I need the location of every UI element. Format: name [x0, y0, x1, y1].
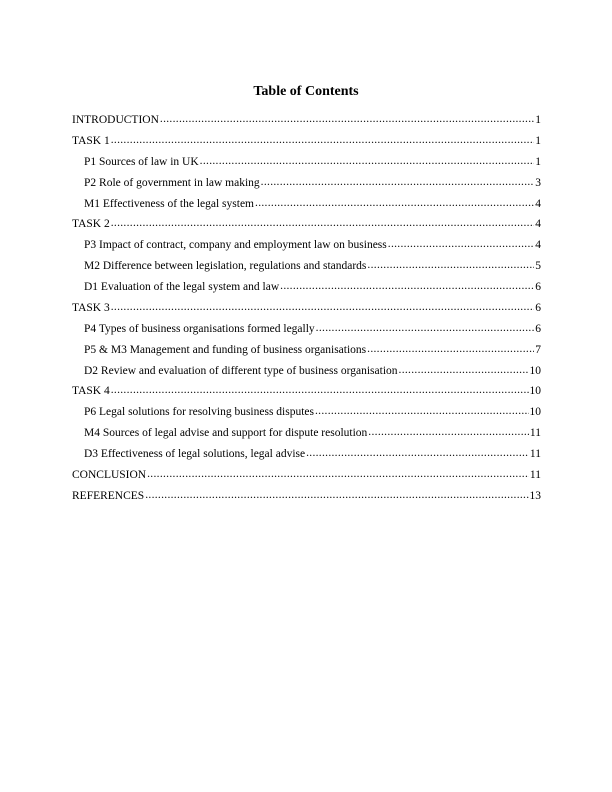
toc-entry-label: P3 Impact of contract, company and employment law on business — [84, 239, 387, 252]
toc-dot-leader — [261, 175, 535, 189]
toc-page-number: 4 — [535, 239, 541, 252]
toc-entry-d3[interactable] — [72, 447, 541, 468]
toc-page-number: 1 — [535, 155, 541, 168]
toc-entry-p6[interactable] — [72, 405, 541, 426]
toc-title: Table of Contents — [253, 84, 359, 99]
toc-entry-m4[interactable] — [72, 426, 541, 447]
toc-page-number: 5 — [535, 260, 541, 273]
toc-page-number: 4 — [535, 218, 541, 231]
toc-entry-p5-m3[interactable] — [72, 343, 541, 364]
toc-entry-label: P2 Role of government in law making — [84, 176, 260, 189]
toc-page-number: 6 — [535, 301, 541, 314]
toc-entry-label: INTRODUCTION — [72, 114, 159, 126]
toc-entry-d1[interactable] — [72, 280, 541, 301]
toc-entry-label: M2 Difference between legislation, regulations and standards — [84, 260, 367, 273]
toc-dot-leader — [200, 154, 535, 168]
toc-page-number: 10 — [529, 385, 541, 398]
toc-entry-p4[interactable] — [72, 322, 541, 343]
toc-entry-conclusion[interactable] — [72, 468, 541, 489]
toc-page-number: 11 — [529, 427, 541, 440]
toc-dot-leader — [367, 258, 534, 272]
toc-page-number: 11 — [529, 448, 541, 460]
toc-dot-leader — [111, 216, 535, 230]
toc-entry-label: TASK 4 — [72, 385, 110, 398]
toc-dot-leader — [111, 383, 529, 397]
toc-page-number: 1 — [535, 134, 541, 147]
toc-entry-label: M4 Sources of legal advise and support for dispute resolution — [84, 427, 368, 440]
toc-entry-label: D1 Evaluation of the legal system and law — [84, 281, 280, 293]
toc-dot-leader — [160, 112, 534, 126]
toc-page-number: 7 — [535, 343, 541, 356]
toc-dot-leader — [367, 342, 534, 356]
toc-entry-label: CONCLUSION — [72, 468, 147, 481]
toc-entry-d2[interactable] — [72, 364, 541, 385]
toc-entry-task-2[interactable] — [72, 217, 541, 238]
toc-entry-label: P6 Legal solutions for resolving business disputes — [84, 406, 314, 419]
toc-page-number: 6 — [535, 281, 541, 293]
toc-entry-references[interactable] — [72, 489, 541, 510]
toc-entry-m2[interactable] — [72, 259, 541, 280]
toc-entry-label: P1 Sources of law in UK — [84, 155, 199, 168]
toc-entry-label: P5 & M3 Management and funding of business organisations — [84, 343, 367, 356]
toc-entry-p1[interactable] — [72, 155, 541, 176]
toc-dot-leader — [255, 196, 534, 210]
toc-dot-leader — [315, 404, 529, 418]
toc-page-number: 1 — [535, 114, 541, 126]
toc-entry-label: D2 Review and evaluation of different type of business organisation — [84, 364, 398, 377]
toc-entry-label: M1 Effectiveness of the legal system — [84, 197, 255, 210]
toc-entry-label: TASK 1 — [72, 134, 110, 147]
toc-list — [72, 113, 541, 510]
toc-entry-label: P4 Types of business organisations formed legally — [84, 322, 315, 335]
toc-page-number: 3 — [535, 176, 541, 189]
toc-page-number: 10 — [529, 364, 541, 377]
toc-entry-m1[interactable] — [72, 197, 541, 218]
toc-entry-label: D3 Effectiveness of legal solutions, legal advise — [84, 448, 306, 460]
toc-entry-label: TASK 3 — [72, 301, 110, 314]
toc-page-number: 4 — [535, 197, 541, 210]
toc-entry-p3[interactable] — [72, 238, 541, 259]
toc-page-number: 10 — [529, 406, 541, 419]
toc-dot-leader — [306, 446, 529, 460]
toc-entry-p2[interactable] — [72, 176, 541, 197]
toc-entry-introduction[interactable] — [72, 113, 541, 134]
toc-entry-label: TASK 2 — [72, 218, 110, 231]
toc-entry-task-3[interactable] — [72, 301, 541, 322]
toc-page-number: 11 — [529, 468, 541, 481]
toc-dot-leader — [280, 279, 534, 293]
toc-dot-leader — [147, 467, 529, 481]
toc-page-number: 13 — [529, 489, 541, 502]
toc-entry-task-4[interactable] — [72, 384, 541, 405]
toc-dot-leader — [388, 237, 534, 251]
toc-dot-leader — [111, 300, 535, 314]
toc-dot-leader — [145, 488, 528, 502]
toc-dot-leader — [368, 425, 529, 439]
toc-dot-leader — [316, 321, 535, 335]
toc-entry-task-1[interactable] — [72, 134, 541, 155]
toc-dot-leader — [399, 363, 529, 377]
toc-page-number: 6 — [535, 322, 541, 335]
toc-dot-leader — [111, 133, 535, 147]
toc-entry-label: REFERENCES — [72, 489, 145, 502]
